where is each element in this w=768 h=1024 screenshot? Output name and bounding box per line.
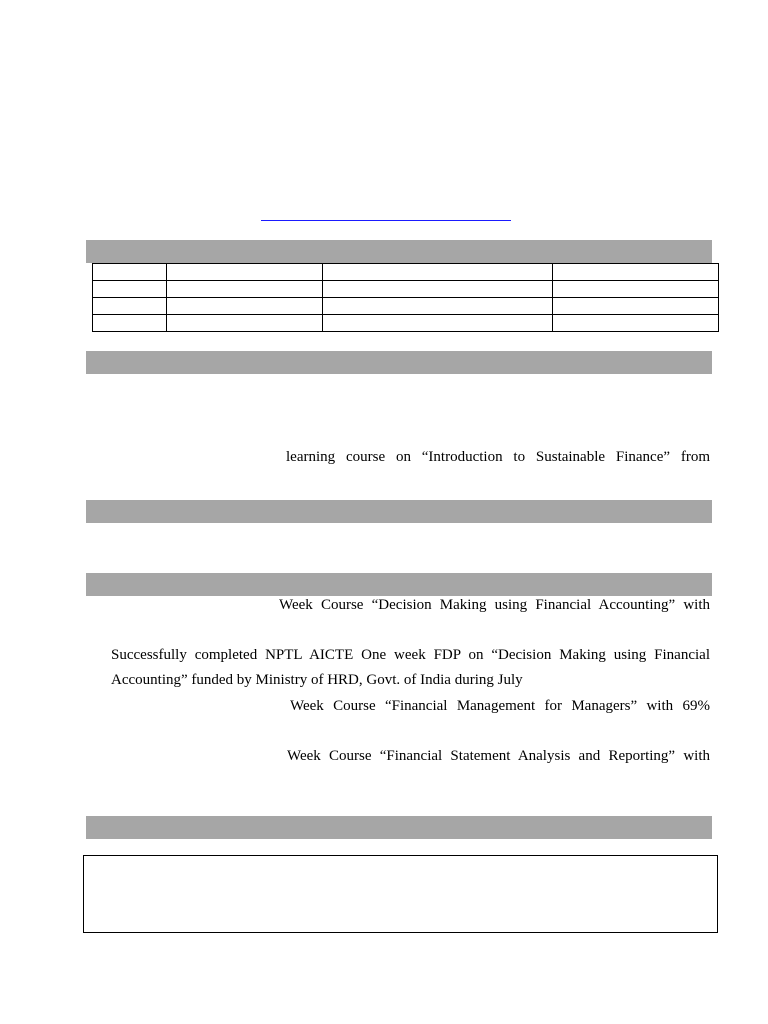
financial-management-course-line (111, 696, 710, 716)
table-cell (553, 264, 719, 281)
hyperlink-underline[interactable] (261, 220, 511, 221)
table-cell (323, 315, 553, 332)
table-cell (93, 315, 167, 332)
table-cell (323, 298, 553, 315)
table-row (93, 281, 719, 298)
table-row (93, 315, 719, 332)
table-cell (167, 298, 323, 315)
decision-making-course-line (111, 595, 710, 615)
table-cell (553, 315, 719, 332)
sustainable-finance-line (111, 447, 710, 467)
declaration-box (83, 855, 718, 933)
details-table (92, 263, 719, 332)
table-row (93, 298, 719, 315)
section-header-bar (86, 573, 712, 596)
table-cell (553, 298, 719, 315)
financial-statement-course-text: Week Course “Financial Statement Analysis and Reporting” with (287, 748, 710, 764)
sustainable-finance-text: learning course on “Introduction to Sustainable Finance” from (286, 449, 710, 465)
financial-management-course-text: Week Course “Financial Management for Managers” with 69% (290, 698, 710, 714)
decision-making-course-text: Week Course “Decision Making using Financial Accounting” with (279, 597, 710, 613)
table-cell (323, 281, 553, 298)
section-header-bar (86, 816, 712, 839)
table-cell (93, 281, 167, 298)
fdp-line-2: Accounting” funded by Ministry of HRD, Govt. of India during July (111, 672, 523, 688)
section-header-bar (86, 500, 712, 523)
table-cell (323, 264, 553, 281)
section-header-bar (86, 240, 712, 263)
financial-statement-course-line (111, 746, 710, 766)
table-cell (167, 315, 323, 332)
table-cell (93, 264, 167, 281)
table-cell (553, 281, 719, 298)
section-header-bar (86, 351, 712, 374)
table-cell (167, 264, 323, 281)
table-cell (93, 298, 167, 315)
table-row (93, 264, 719, 281)
table-cell (167, 281, 323, 298)
fdp-line-1: Successfully completed NPTL AICTE One week FDP on “Decision Making using Financial (111, 647, 710, 663)
